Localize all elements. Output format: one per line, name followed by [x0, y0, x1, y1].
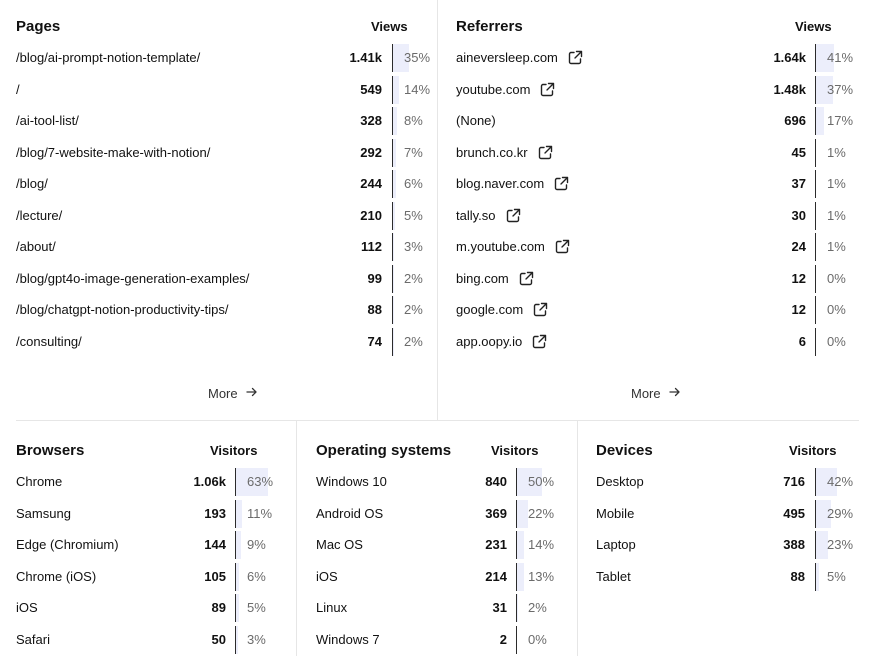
row-label-text: /blog/gpt4o-image-generation-examples/ [16, 270, 250, 286]
table-row[interactable] [16, 170, 436, 198]
row-label-text: blog.naver.com [456, 176, 545, 191]
table-row[interactable] [16, 296, 436, 324]
bar-fill [236, 500, 242, 528]
row-label-text: /blog/ [16, 176, 48, 191]
row-label-text: Tablet [596, 568, 631, 584]
row-percentage: 29% [827, 505, 854, 521]
row-percentage: 3% [247, 631, 266, 647]
table-row[interactable] [596, 531, 861, 559]
table-row[interactable] [456, 107, 861, 135]
row-value: 716 [783, 474, 805, 489]
row-value: 1.06k [193, 474, 226, 489]
row-value: 2 [499, 631, 507, 647]
bar-fill [393, 202, 395, 230]
row-label-text: iOS [16, 600, 38, 615]
row-value: 369 [485, 505, 507, 521]
row-label-text: brunch.co.kr [456, 144, 528, 160]
bar-fill [517, 531, 524, 559]
divider-top-bottom [16, 420, 859, 421]
row-label-text: google.com [456, 302, 524, 317]
row-percentage: 2% [404, 333, 423, 349]
row-label-text: Edge (Chromium) [16, 537, 119, 552]
table-row[interactable] [456, 328, 861, 356]
bar-fill [517, 500, 528, 528]
row-label-text: Linux [316, 600, 348, 615]
row-label-text: Windows 10 [316, 474, 387, 489]
table-row[interactable] [316, 626, 574, 654]
bar-fill [517, 563, 524, 591]
row-percentage: 1% [827, 176, 846, 191]
operating-systems-title: Operating systems [316, 442, 452, 459]
row-value: 88 [367, 302, 382, 317]
row-percentage: 9% [247, 537, 266, 552]
row-value: 193 [204, 505, 226, 521]
row-percentage: 1% [827, 207, 846, 223]
table-row[interactable] [456, 76, 861, 104]
operating-systems-panel [316, 426, 574, 656]
row-label-text: aineversleep.com [456, 50, 558, 65]
row-label-text: /blog/7-website-make-with-notion/ [16, 144, 211, 160]
arrow-right-icon [669, 386, 681, 401]
row-value: 495 [783, 505, 805, 521]
table-row[interactable] [316, 531, 574, 559]
row-percentage: 17% [827, 113, 854, 128]
row-value: 210 [360, 207, 382, 223]
row-label-text: /about/ [16, 239, 56, 254]
row-label-text: Android OS [316, 505, 384, 521]
pages-panel [16, 2, 436, 412]
row-percentage: 35% [404, 50, 431, 65]
table-row[interactable] [316, 594, 574, 622]
row-percentage: 5% [247, 600, 266, 615]
bar-fill [816, 563, 819, 591]
row-label-text: /blog/ai-prompt-notion-template/ [16, 50, 201, 65]
row-value: 12 [791, 302, 806, 317]
row-percentage: 0% [528, 631, 547, 647]
bar-fill [393, 233, 394, 261]
bar-fill [393, 76, 399, 104]
table-row[interactable] [16, 76, 436, 104]
row-percentage: 8% [404, 113, 423, 128]
row-value: 244 [360, 176, 382, 191]
row-percentage: 0% [827, 302, 846, 317]
referrers-more-button[interactable] [631, 386, 681, 401]
bar-fill [816, 107, 824, 135]
row-label-text: / [16, 81, 20, 97]
row-value: 1.64k [773, 50, 806, 65]
row-value: 24 [791, 239, 806, 254]
browsers-title: Browsers [16, 442, 85, 459]
browsers-visitors-column[interactable]: Visitors [210, 443, 258, 458]
row-value: 6 [798, 333, 806, 349]
table-row[interactable] [316, 563, 574, 591]
row-percentage: 14% [528, 537, 555, 552]
row-percentage: 3% [404, 239, 423, 254]
table-row[interactable] [456, 296, 861, 324]
bar-fill [517, 594, 518, 622]
table-row[interactable] [456, 265, 861, 293]
row-percentage: 23% [827, 537, 854, 552]
row-value: 328 [360, 113, 382, 128]
pages-title: Pages [16, 18, 61, 35]
table-row[interactable] [16, 626, 294, 654]
row-label-text: Samsung [16, 505, 71, 521]
table-row[interactable] [456, 170, 861, 198]
referrers-panel [456, 2, 861, 412]
row-percentage: 41% [827, 50, 854, 65]
devices-title: Devices [596, 442, 653, 459]
bar-fill [393, 296, 394, 324]
bar-fill [393, 328, 394, 356]
row-value: 88 [790, 568, 805, 584]
row-label-text: bing.com [456, 270, 509, 286]
row-value: 840 [485, 474, 507, 489]
row-label-text: tally.so [456, 207, 496, 223]
table-row[interactable] [16, 328, 436, 356]
row-value: 292 [360, 144, 382, 160]
row-value: 144 [204, 537, 226, 552]
row-value: 50 [211, 631, 226, 647]
row-percentage: 11% [247, 505, 273, 521]
row-label-text: Laptop [596, 537, 636, 552]
row-percentage: 1% [827, 239, 846, 254]
row-percentage: 2% [528, 600, 547, 615]
row-value: 696 [784, 113, 806, 128]
row-value: 112 [361, 239, 382, 254]
table-row[interactable] [596, 500, 861, 528]
row-label-text: iOS [316, 568, 338, 584]
row-value: 1.41k [349, 50, 382, 65]
row-value: 31 [492, 600, 507, 615]
row-percentage: 6% [247, 568, 266, 584]
referrers-title: Referrers [456, 18, 523, 35]
divider-pages-referrers [437, 0, 438, 420]
divider-os-devices [577, 421, 578, 656]
row-value: 105 [204, 568, 226, 584]
row-percentage: 5% [404, 207, 423, 223]
bar-fill [236, 594, 239, 622]
table-row[interactable] [16, 233, 436, 261]
row-percentage: 7% [404, 144, 423, 160]
row-label-text: m.youtube.com [456, 239, 545, 254]
row-label-text: /lecture/ [16, 207, 63, 223]
referrers-views-column[interactable]: Views [795, 19, 832, 34]
row-value: 12 [791, 270, 806, 286]
row-value: 89 [211, 600, 226, 615]
row-value: 231 [485, 537, 507, 552]
table-row[interactable] [596, 468, 861, 496]
bar-fill [393, 265, 394, 293]
row-label-text: Desktop [596, 474, 644, 489]
row-label-text: Chrome (iOS) [16, 568, 97, 584]
divider-browsers-os [296, 421, 297, 656]
table-row[interactable] [316, 500, 574, 528]
row-value: 214 [485, 568, 507, 584]
row-percentage: 0% [827, 333, 846, 349]
table-row[interactable] [16, 468, 294, 496]
row-label-text: (None) [456, 113, 496, 128]
table-row[interactable] [16, 563, 294, 591]
bar-fill [236, 563, 239, 591]
row-label-text: Safari [16, 631, 50, 647]
row-percentage: 2% [404, 302, 423, 317]
row-percentage: 0% [827, 270, 846, 286]
bar-fill [393, 139, 396, 167]
row-percentage: 6% [404, 176, 423, 191]
referrers-more-label: More [631, 386, 661, 401]
table-row[interactable] [16, 500, 294, 528]
row-label-text: Chrome [16, 474, 63, 489]
devices-visitors-column[interactable]: Visitors [789, 443, 837, 458]
browsers-panel [16, 426, 294, 656]
bar-fill [236, 626, 238, 654]
arrow-right-icon [246, 386, 258, 401]
row-percentage: 13% [528, 568, 555, 584]
row-value: 37 [791, 176, 806, 191]
row-label-text: /blog/chatgpt-notion-productivity-tips/ [16, 302, 229, 317]
table-row[interactable] [316, 468, 574, 496]
table-row[interactable] [16, 139, 436, 167]
row-percentage: 50% [528, 474, 555, 489]
row-percentage: 37% [827, 81, 854, 97]
pages-views-column[interactable]: Views [371, 19, 408, 34]
table-row[interactable] [456, 233, 861, 261]
row-percentage: 63% [247, 474, 274, 489]
bar-fill [393, 107, 397, 135]
row-label-text: app.oopy.io [456, 333, 523, 349]
row-percentage: 22% [528, 505, 555, 521]
row-label-text: /ai-tool-list/ [16, 113, 79, 128]
row-label-text: Mac OS [316, 537, 363, 552]
bar-fill [393, 170, 396, 198]
row-label-text: /consulting/ [16, 333, 82, 349]
row-value: 30 [791, 207, 806, 223]
row-value: 99 [367, 270, 382, 286]
pages-more-label: More [208, 386, 238, 401]
row-value: 549 [360, 81, 382, 97]
row-label-text: youtube.com [456, 81, 531, 97]
table-row[interactable] [16, 107, 436, 135]
table-row[interactable] [456, 139, 861, 167]
table-row[interactable] [16, 265, 436, 293]
pages-more-button[interactable] [208, 386, 258, 401]
bar-fill [236, 531, 241, 559]
row-label-text: Windows 7 [316, 631, 380, 647]
row-label-text: Mobile [596, 505, 635, 521]
row-percentage: 5% [827, 568, 846, 584]
table-row[interactable] [456, 202, 861, 230]
row-percentage: 2% [404, 270, 423, 286]
row-value: 45 [791, 144, 806, 160]
table-row[interactable] [16, 594, 294, 622]
table-row[interactable] [596, 563, 861, 591]
operating-systems-visitors-column[interactable]: Visitors [491, 443, 539, 458]
table-row[interactable] [16, 531, 294, 559]
row-percentage: 14% [404, 81, 431, 97]
row-value: 74 [367, 333, 382, 349]
row-percentage: 1% [827, 144, 846, 160]
row-value: 1.48k [773, 81, 806, 97]
devices-panel [596, 426, 861, 656]
table-row[interactable] [16, 202, 436, 230]
table-row[interactable] [456, 44, 861, 72]
table-row[interactable] [16, 44, 436, 72]
row-percentage: 42% [827, 474, 854, 489]
row-value: 388 [783, 537, 805, 552]
